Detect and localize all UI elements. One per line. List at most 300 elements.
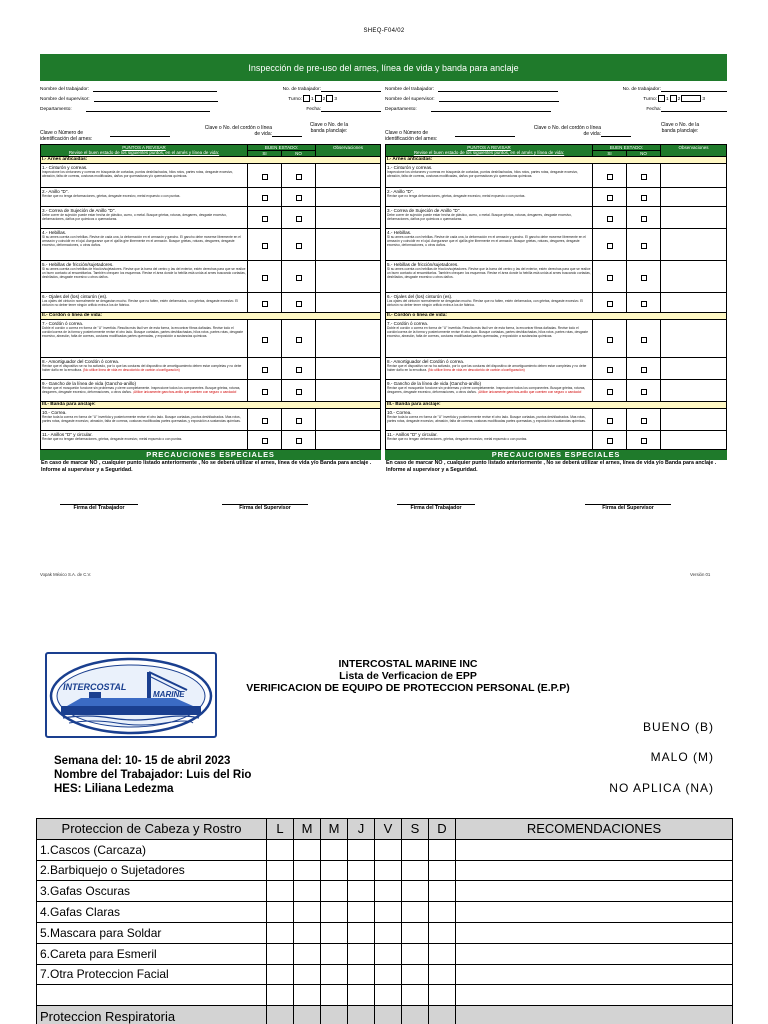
table-row	[41, 358, 381, 380]
no-cell	[282, 164, 316, 188]
epp-recommendation-cell[interactable]	[456, 943, 733, 964]
item-cell	[386, 409, 593, 431]
no-checkbox[interactable]	[296, 195, 302, 201]
week-info: Semana del: 10- 15 de abril 2023	[54, 755, 231, 767]
epp-day-cell[interactable]	[321, 860, 348, 881]
no-checkbox[interactable]	[641, 389, 647, 395]
logo-graphic	[47, 654, 215, 736]
observaciones-cell[interactable]	[316, 409, 381, 431]
epp-recommendation-cell[interactable]	[456, 839, 733, 860]
observaciones-cell[interactable]	[661, 164, 727, 188]
si-checkbox[interactable]	[262, 389, 268, 395]
observaciones-cell[interactable]	[316, 358, 381, 380]
epp-day-cell[interactable]	[294, 860, 321, 881]
observaciones-cell[interactable]	[316, 431, 381, 450]
form-copy-right	[385, 82, 727, 514]
si-cell	[248, 164, 282, 188]
epp-day-cell[interactable]	[429, 985, 456, 1006]
epp-day-cell[interactable]	[321, 964, 348, 985]
epp-day-cell[interactable]	[267, 964, 294, 985]
si-cell	[593, 164, 627, 188]
epp-day-cell[interactable]	[402, 839, 429, 860]
table-row	[386, 229, 727, 261]
input-clave-cordon[interactable]	[272, 132, 302, 137]
epp-day-cell[interactable]	[348, 839, 375, 860]
observaciones-cell[interactable]	[661, 188, 727, 207]
no-cell	[282, 207, 316, 229]
item-description: Revise que no tenga deformaciones, grietas, desgaste excesivo, metal expuesto o con puntas.	[42, 194, 181, 199]
form-fields-right	[385, 82, 727, 122]
no-checkbox[interactable]	[296, 243, 302, 249]
item-title: 6.- Ojales del (los) cinturón (es).	[387, 294, 453, 300]
si-checkbox[interactable]	[262, 174, 268, 180]
label-departamento: Departamento:	[40, 107, 72, 112]
item-cell	[41, 261, 248, 293]
observaciones-cell[interactable]	[661, 409, 727, 431]
epp-day-cell[interactable]	[321, 985, 348, 1006]
turno-3-box[interactable]	[681, 95, 701, 102]
si-checkbox[interactable]	[262, 418, 268, 424]
turno-3-label: 3	[334, 97, 337, 102]
epp-day-cell[interactable]	[402, 881, 429, 902]
epp-item-label	[37, 985, 267, 1006]
epp-day-cell[interactable]	[294, 881, 321, 902]
table-row	[41, 380, 381, 402]
epp-day-cell[interactable]	[348, 902, 375, 923]
observaciones-cell[interactable]	[661, 358, 727, 380]
no-checkbox[interactable]	[296, 216, 302, 222]
label-clave-arnes: Clave o Número de identificación del arnes:	[385, 130, 438, 142]
observaciones-cell[interactable]	[316, 188, 381, 207]
observaciones-cell[interactable]	[661, 431, 727, 450]
section-title: II.- Cordón o línea de vida:	[386, 313, 727, 320]
table-row	[41, 261, 381, 293]
recommendations-head: RECOMENDACIONES	[456, 819, 733, 840]
observaciones-cell[interactable]	[316, 229, 381, 261]
epp-day-cell[interactable]	[267, 922, 294, 943]
signature-supervisor[interactable]: Firma del Supervisor	[222, 504, 308, 511]
table-row	[41, 320, 381, 358]
observaciones-cell[interactable]	[661, 320, 727, 358]
item-title: 8.- Amortiguador del Cordón ó correa.	[42, 359, 120, 365]
form-keys-right	[385, 122, 727, 144]
observaciones-cell[interactable]	[661, 261, 727, 293]
epp-recommendation-cell[interactable]	[456, 922, 733, 943]
no-cell	[627, 320, 661, 358]
input-departamento[interactable]	[431, 107, 551, 112]
no-cell	[627, 293, 661, 313]
label-fecha: Fecha:	[646, 107, 661, 112]
epp-day-cell[interactable]	[375, 964, 402, 985]
item-description: Doble el cordón o correa en forma de "U" invertida. Resulta más fácil ver de esta forma, la encontrar fibras dañadas. Revise todo el cordón/correa de la forma y posteriormente revise el otro lado. Busque cortadas, partes deshilachadas, hilos rotos, partes rotas, desgaste excesivo, abrasión, falta de correas, costuras modificadas partes quemadas, y exposición a sustancias químicas.	[42, 326, 244, 339]
epp-day-cell[interactable]	[348, 881, 375, 902]
item-cell	[386, 431, 593, 450]
observaciones-cell[interactable]	[316, 164, 381, 188]
item-title: 4.- Hebillas.	[42, 230, 67, 236]
section-head-cabeza: Proteccion de Cabeza y Rostro	[37, 819, 267, 840]
epp-day-cell[interactable]	[429, 881, 456, 902]
no-checkbox[interactable]	[641, 367, 647, 373]
si-cell	[248, 207, 282, 229]
table-row	[37, 902, 733, 923]
epp-day-cell[interactable]	[375, 860, 402, 881]
epp-day-cell[interactable]	[375, 881, 402, 902]
table-row	[386, 358, 727, 380]
si-checkbox[interactable]	[607, 367, 613, 373]
buen-estado-header: BUEN ESTADO:	[593, 145, 661, 151]
table-row	[41, 188, 381, 207]
footer-version: Versión 01	[690, 572, 711, 577]
table-row	[37, 964, 733, 985]
no-cell	[282, 293, 316, 313]
item-description: Si su arnes cuenta con hebillas de fricción/sujetadores. Revise que la barra del centro y las del exterior, estén derechas para que se realice un buen contacto al ensamblarlos. También chequen los esquemas. Revise el área donde la hebilla está unida al arnes buscando cortadas, deshilados, desgaste excesivo u otros daños.	[387, 267, 591, 280]
item-title: 7.- Cordón ó correa.	[42, 321, 84, 327]
form-copy-left	[40, 82, 381, 514]
epp-recommendation-cell[interactable]	[456, 985, 733, 1006]
si-cell	[248, 188, 282, 207]
turno-3-box[interactable]	[326, 95, 333, 102]
si-checkbox[interactable]	[607, 301, 613, 307]
turno-1-box[interactable]	[658, 95, 665, 102]
si-checkbox[interactable]	[607, 195, 613, 201]
turno-1-label: 1	[665, 97, 669, 102]
table-row	[386, 380, 727, 402]
turno-2-box[interactable]	[670, 95, 677, 102]
observaciones-cell[interactable]	[661, 380, 727, 402]
no-checkbox[interactable]	[641, 418, 647, 424]
observaciones-header: Observaciones	[316, 145, 381, 157]
section-title: I.- Arnes anticaidas:	[386, 157, 727, 164]
turno-1-label: 1	[310, 97, 314, 102]
no-checkbox[interactable]	[641, 216, 647, 222]
epp-day-cell[interactable]	[348, 964, 375, 985]
epp-day-cell[interactable]	[321, 922, 348, 943]
company-name: INTERCOSTAL MARINE INC	[338, 658, 478, 670]
signature-worker[interactable]: Firma del Trabajador	[60, 504, 138, 511]
input-departamento[interactable]	[86, 107, 210, 112]
section-title: III.- Banda para anclaje:	[386, 402, 727, 409]
si-checkbox[interactable]	[262, 216, 268, 222]
no-checkbox[interactable]	[641, 337, 647, 343]
item-cell	[41, 320, 248, 358]
epp-header	[198, 658, 618, 694]
epp-day-cell[interactable]	[402, 902, 429, 923]
turno-3-label: 3	[702, 97, 705, 102]
si-cell	[248, 409, 282, 431]
label-departamento: Departamento:	[385, 107, 417, 112]
observaciones-cell[interactable]	[316, 380, 381, 402]
observaciones-cell[interactable]	[316, 320, 381, 358]
table-row	[41, 229, 381, 261]
company-logo	[45, 652, 217, 738]
table-row	[37, 943, 733, 964]
no-checkbox[interactable]	[296, 438, 302, 444]
signatures-right	[385, 474, 727, 514]
si-checkbox[interactable]	[607, 418, 613, 424]
item-title: 5.- Hebillas de fricción/sujetadores.	[387, 262, 459, 268]
precautions-text: En caso de marcar NO , cualquier punto listado anteriormente , No se deberá utilizar el arnes, línea de vida y/o Banda para anclaje . Informe al supervisor y a Seguridad.	[41, 460, 372, 474]
day-domingo: D	[429, 819, 456, 840]
no-checkbox[interactable]	[296, 275, 302, 281]
label-trabajador: Nombre del trabajador:	[385, 87, 435, 92]
si-checkbox[interactable]	[607, 389, 613, 395]
item-description: Doble el cordón o correa en forma de "U" invertida. Resulta más fácil ver de esta forma, la encontrar fibras dañadas. Revise todo el cordón/correa de la forma y posteriormente revise el otro lado. Busque cortadas, partes deshilachadas, hilos rotos, partes rotas, desgaste excesivo, abrasión, falta de correas, costuras modificadas partes quemadas, y exposición a sustancias químicas.	[387, 326, 589, 339]
epp-day-cell[interactable]	[267, 860, 294, 881]
table-row	[386, 293, 727, 313]
epp-day-cell[interactable]	[429, 860, 456, 881]
turno-1-box[interactable]	[303, 95, 310, 102]
epp-item-label: 3.Gafas Oscuras	[37, 881, 267, 902]
si-cell	[248, 320, 282, 358]
epp-day-cell[interactable]	[294, 839, 321, 860]
item-cell	[41, 380, 248, 402]
no-checkbox[interactable]	[296, 367, 302, 373]
table-row	[37, 922, 733, 943]
no-checkbox[interactable]	[296, 174, 302, 180]
table-row	[37, 985, 733, 1006]
puntos-instructions: Revise el buen estado de los siguientes puntos, en el arnés y línea de vida:	[413, 150, 565, 156]
item-warning: (No utilice línea de vida en descolorido de carbón o/configuración)	[428, 368, 525, 373]
no-cell	[282, 229, 316, 261]
epp-day-cell[interactable]	[429, 943, 456, 964]
item-description: Los ojales del cinturón normalmente se desgastan mucho. Revise que no falten, estén deformados, con grietas, desgaste excesivo. El cinturón no deber tener ningún orificio extra a los de fábrica.	[387, 299, 584, 308]
si-checkbox[interactable]	[262, 301, 268, 307]
epp-day-cell[interactable]	[402, 964, 429, 985]
no-cell	[627, 380, 661, 402]
no-checkbox[interactable]	[641, 174, 647, 180]
epp-day-cell[interactable]	[294, 943, 321, 964]
si-checkbox[interactable]	[607, 243, 613, 249]
table-row	[386, 261, 727, 293]
epp-day-cell[interactable]	[429, 922, 456, 943]
turno-2-box[interactable]	[315, 95, 322, 102]
si-checkbox[interactable]	[262, 367, 268, 373]
no-cell	[282, 380, 316, 402]
item-cell	[386, 358, 593, 380]
section-row	[386, 402, 727, 409]
si-cell	[593, 409, 627, 431]
no-cell	[627, 358, 661, 380]
epp-recommendation-cell[interactable]	[456, 860, 733, 881]
section-head-respiratoria: Proteccion Respiratoria	[37, 1006, 267, 1024]
epp-day-cell[interactable]	[267, 943, 294, 964]
rating-bad: MALO (M)	[650, 750, 714, 764]
puntos-header	[386, 145, 593, 157]
observaciones-cell[interactable]	[316, 207, 381, 229]
si-checkbox[interactable]	[262, 438, 268, 444]
epp-day-cell[interactable]	[375, 922, 402, 943]
epp-item-label: 6.Careta para Esmeril	[37, 943, 267, 964]
label-clave-banda: Clave o No. de la banda p/anclaje:	[660, 122, 700, 134]
epp-day-cell[interactable]	[375, 902, 402, 923]
epp-day-cell[interactable]	[267, 881, 294, 902]
item-cell	[386, 164, 593, 188]
si-cell	[593, 320, 627, 358]
epp-day-cell[interactable]	[429, 964, 456, 985]
buen-estado-header: BUEN ESTADO:	[248, 145, 316, 151]
item-description: Revise que no tengan deformaciones, grietas, desgaste excesivo, metal expuesto o con puntas.	[387, 437, 528, 442]
epp-day-cell[interactable]	[429, 902, 456, 923]
epp-day-cell[interactable]	[294, 985, 321, 1006]
si-checkbox[interactable]	[262, 195, 268, 201]
table-header-row	[386, 145, 727, 151]
epp-day-cell[interactable]	[348, 985, 375, 1006]
day-viernes: V	[375, 819, 402, 840]
epp-day-cell[interactable]	[429, 839, 456, 860]
label-no-trabajador: No. de trabajador:	[282, 87, 321, 92]
no-cell	[627, 164, 661, 188]
table-row	[41, 409, 381, 431]
epp-item-label: 7.Otra Proteccion Facial	[37, 964, 267, 985]
epp-recommendation-cell[interactable]	[456, 964, 733, 985]
label-clave-cordon: Clave o No. del cordón o línea de vida:	[204, 125, 272, 137]
item-description: Inspeccione los cinturones y correas en búsqueda de cortadas, puntos deshilachados, hilos rotos, partes rotas, desgaste excesivo, abrasión, falta de correas, costuras modificadas, daños por quemaduras y/o quemaduras químicas.	[387, 170, 579, 179]
day-sabado: S	[402, 819, 429, 840]
no-checkbox[interactable]	[296, 301, 302, 307]
si-cell	[248, 380, 282, 402]
no-cell	[627, 207, 661, 229]
si-cell	[593, 229, 627, 261]
item-title: 3.- Correa de Sujeción de Anillo "D".	[387, 208, 461, 214]
item-title: 6.- Ojales del (los) cinturón (es).	[42, 294, 108, 300]
section-row	[41, 157, 381, 164]
observaciones-cell[interactable]	[661, 293, 727, 313]
table-row	[386, 207, 727, 229]
epp-day-cell[interactable]	[321, 881, 348, 902]
item-description: Si su arnes cuenta con hebillas de fricción/sujetadores. Revise que la barra del centro y las del exterior, estén derechas para que se realice un buen contacto al ensamblarlos. También chequen los esquemas. Revise el área donde la hebilla está unida al arnes buscando cortadas, deshilados, desgaste excesivo u otros daños.	[42, 267, 246, 280]
epp-day-cell[interactable]	[402, 985, 429, 1006]
si-checkbox[interactable]	[262, 243, 268, 249]
epp-recommendation-cell[interactable]	[456, 881, 733, 902]
inspection-table-right	[385, 144, 727, 450]
epp-day-cell[interactable]	[321, 902, 348, 923]
si-checkbox[interactable]	[607, 438, 613, 444]
observaciones-cell[interactable]	[316, 261, 381, 293]
si-cell	[248, 358, 282, 380]
label-fecha: Fecha:	[306, 107, 321, 112]
item-cell	[386, 207, 593, 229]
label-turno: Turno:	[643, 97, 657, 102]
table-row	[386, 431, 727, 450]
epp-day-cell[interactable]	[375, 985, 402, 1006]
label-supervisor: Nombre del supervisor:	[40, 97, 90, 102]
epp-day-cell[interactable]	[294, 922, 321, 943]
no-cell	[282, 261, 316, 293]
no-checkbox[interactable]	[296, 389, 302, 395]
si-cell	[593, 188, 627, 207]
observaciones-cell[interactable]	[661, 207, 727, 229]
table-row	[37, 860, 733, 881]
item-cell	[41, 409, 248, 431]
input-fecha[interactable]	[661, 107, 727, 112]
epp-day-cell[interactable]	[348, 922, 375, 943]
no-cell	[627, 229, 661, 261]
epp-day-cell[interactable]	[267, 985, 294, 1006]
section-row	[386, 157, 727, 164]
item-description: Revise que no tengan deformaciones, grietas, desgaste excesivo, metal expuesto o con puntas.	[42, 437, 183, 442]
input-clave-arnes[interactable]	[455, 132, 515, 137]
no-checkbox[interactable]	[296, 337, 302, 343]
no-checkbox[interactable]	[641, 275, 647, 281]
epp-day-cell[interactable]	[294, 964, 321, 985]
si-checkbox[interactable]	[262, 275, 268, 281]
footer-company: Vopak México S.A. de C.V.	[40, 572, 92, 577]
no-checkbox[interactable]	[641, 195, 647, 201]
si-cell	[593, 431, 627, 450]
epp-table	[36, 818, 733, 1024]
si-cell	[248, 229, 282, 261]
item-title: 9.- Gancho de la línea de vida (Gancho-anillo)	[387, 381, 481, 387]
epp-day-cell[interactable]	[267, 902, 294, 923]
no-checkbox[interactable]	[641, 243, 647, 249]
item-description: Los ojales del cinturón normalmente se desgastan mucho. Revise que no falten, estén deformados, con grietas, desgaste excesivo. El cinturón no deber tener ningún orificio extra a los de fábrica.	[42, 299, 239, 308]
signature-supervisor[interactable]: Firma del Supervisor	[585, 504, 671, 511]
input-fecha[interactable]	[321, 107, 381, 112]
day-martes: M	[294, 819, 321, 840]
label-clave-arnes: Clave o Número de identificación del arnes:	[40, 130, 93, 142]
form-title-banner	[40, 54, 727, 81]
epp-day-cell[interactable]	[402, 943, 429, 964]
si-cell	[593, 207, 627, 229]
table-row	[386, 320, 727, 358]
epp-item-label: 2.Barbiquejo o Sujetadores	[37, 860, 267, 881]
item-description: Revise toda la correa en forma de "U" invertida y posteriormente revise el otro lado. Busque cortadas, puntos deshilachados. Mas rotos, partes rotas, desgaste excesivo, abrasión, falta de correas, costuras modificadas partes quemadas, y exposición a sustancias químicas.	[387, 415, 586, 424]
epp-recommendation-cell[interactable]	[456, 902, 733, 923]
no-checkbox[interactable]	[641, 438, 647, 444]
item-description: Si su arnes cuenta con hebillas. Revise de cada una, la deformación en el armazón y gancho. El gancho debe moverse libremente en el armazón y coincidir en el ojal. Asegurarse que el ojal/la gire libremente en el armazón. Busque grietas, roturas, desgarres, desgaste excesivo, deformaciones, u otros daños.	[387, 235, 586, 248]
epp-day-cell[interactable]	[375, 839, 402, 860]
si-checkbox[interactable]	[607, 337, 613, 343]
item-title: 11.- Anillos "D" y circular.	[42, 432, 93, 438]
epp-day-cell[interactable]	[294, 902, 321, 923]
si-checkbox[interactable]	[262, 337, 268, 343]
epp-day-cell[interactable]	[321, 943, 348, 964]
epp-day-cell[interactable]	[348, 943, 375, 964]
si-header: SI	[593, 151, 627, 157]
no-header: NO	[627, 151, 661, 157]
epp-day-cell[interactable]	[402, 860, 429, 881]
si-checkbox[interactable]	[607, 174, 613, 180]
no-checkbox[interactable]	[296, 418, 302, 424]
input-clave-arnes[interactable]	[110, 132, 170, 137]
table-row	[37, 881, 733, 902]
observaciones-cell[interactable]	[316, 293, 381, 313]
observaciones-cell[interactable]	[661, 229, 727, 261]
item-description: Revise que el mosquetón funcione sin problemas y cierre completamente. Inspeccione todos los componentes. Busque grietas, roturas, desgarres, desgaste excesivo, deformaciones, u otros daños.	[387, 386, 586, 395]
si-checkbox[interactable]	[607, 275, 613, 281]
no-checkbox[interactable]	[641, 301, 647, 307]
epp-day-cell[interactable]	[348, 860, 375, 881]
epp-day-cell[interactable]	[321, 839, 348, 860]
si-cell	[593, 380, 627, 402]
label-clave-cordon: Clave o No. del cordón o línea de vida:	[533, 125, 601, 137]
epp-day-cell[interactable]	[402, 922, 429, 943]
item-description: Revise que el dispositivo se no ha activado, por lo que las costuras del dispositivo de amortiguamiento deben estar completas y no debe haber daño en la envoltura.	[42, 364, 242, 373]
table-header-row	[41, 145, 381, 151]
signature-worker[interactable]: Firma del Trabajador	[397, 504, 475, 511]
input-clave-cordon[interactable]	[601, 132, 631, 137]
table-row	[386, 188, 727, 207]
no-cell	[282, 320, 316, 358]
item-cell	[41, 431, 248, 450]
worker-info: Nombre del Trabajador: Luis del Rio	[54, 769, 252, 781]
item-title: 10.- Correa.	[42, 410, 67, 416]
epp-day-cell[interactable]	[375, 943, 402, 964]
si-checkbox[interactable]	[607, 216, 613, 222]
epp-item-label: 5.Mascara para Soldar	[37, 922, 267, 943]
epp-day-cell[interactable]	[267, 839, 294, 860]
day-miercoles: M	[321, 819, 348, 840]
